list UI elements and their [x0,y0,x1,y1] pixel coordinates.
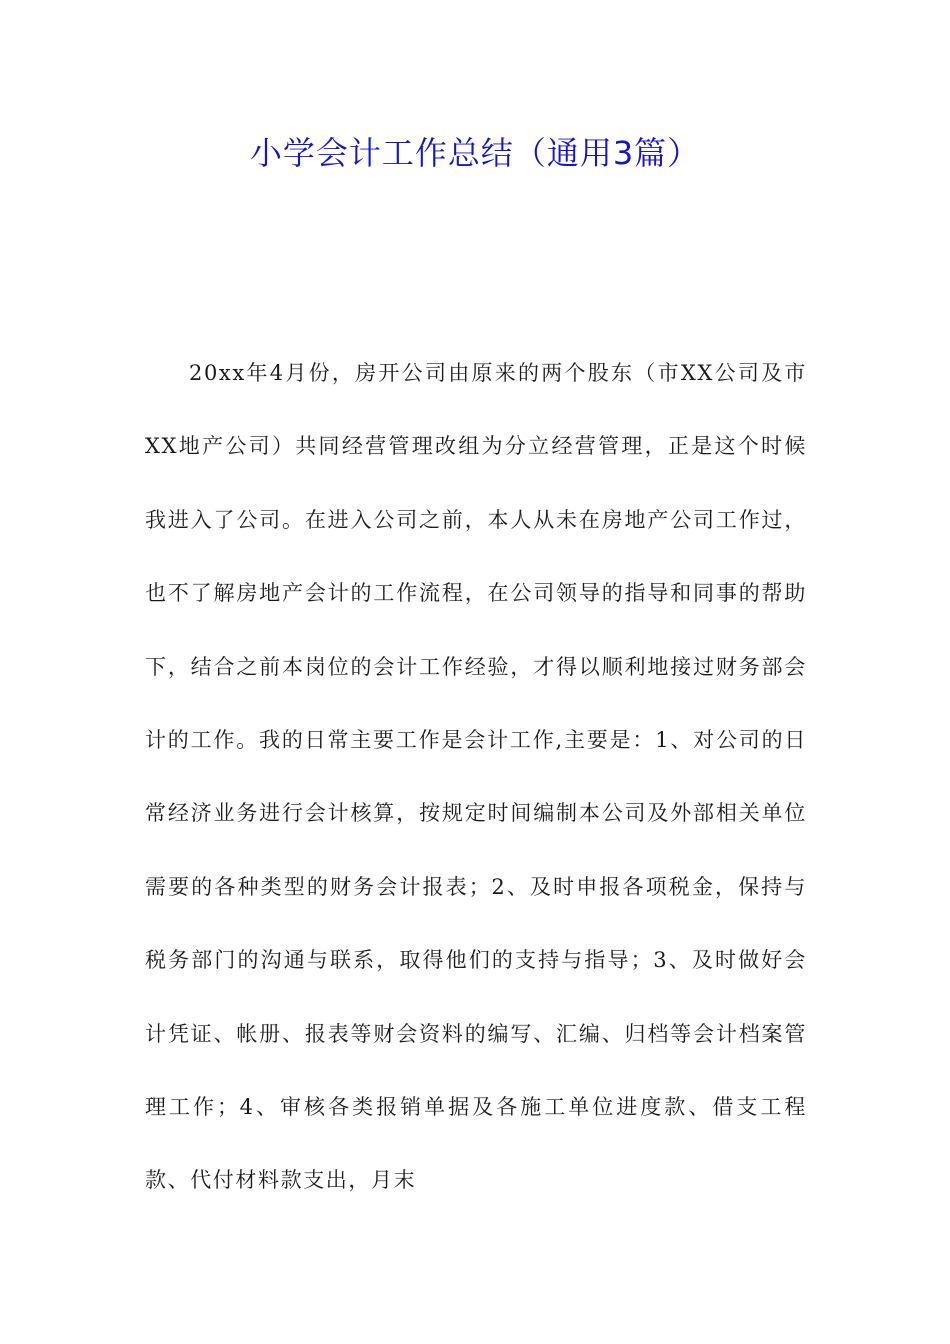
document-title: 小学会计工作总结（通用3篇） [249,134,701,172]
body-paragraph: 20xx年4月份，房开公司由原来的两个股东（市XX公司及市XX地产公司）共同经营管理改组为分立经营管理，正是这个时候我进入了公司。在进入公司之前，本人从未在房地产公司工作过，也不了解房地产会计的工作流程，在公司领导的指导和同事的帮助下，结合之前本岗位的会计工作经验，才得以顺利地接过财务部会计的工作。我的日常主要工作是会计工作,主要是：1、对公司的日常经济业务进行会计核算，按规定时间编制本公司及外部相关单位需要的各种类型的财务会计报表；2、及时申报各项税金，保持与税务部门的沟通与联系，取得他们的支持与指导；3、及时做好会计凭证、帐册、报表等财会资料的编写、汇编、归档等会计档案管理工作；4、审核各类报销单据及各施工单位进度款、借支工程款、代付材料款支出，月末 [145,361,807,1193]
